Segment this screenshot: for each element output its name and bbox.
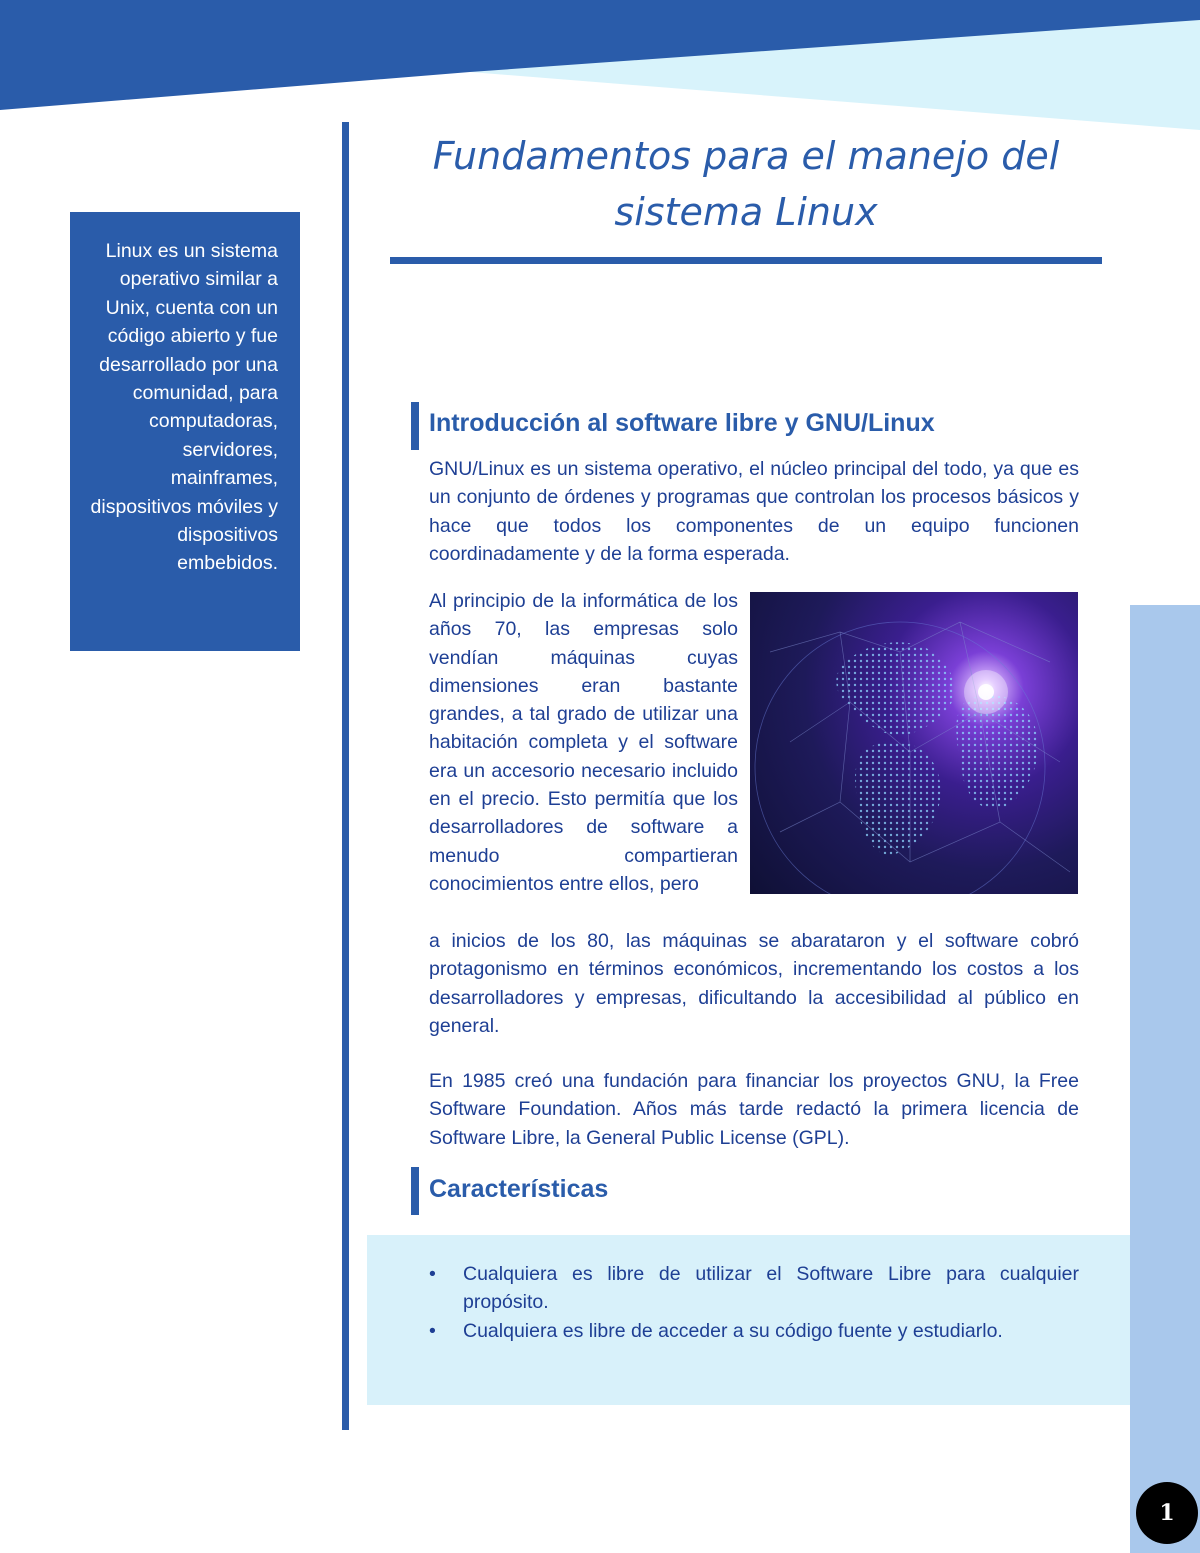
features-heading: Características bbox=[429, 1175, 609, 1203]
feature-text: Cualquiera es libre de acceder a su código fuente y estudiarlo. bbox=[463, 1319, 1003, 1342]
list-item bbox=[429, 1260, 1079, 1317]
bullet-icon: • bbox=[429, 1319, 436, 1342]
features-heading-bar bbox=[411, 1167, 419, 1215]
bullet-icon: • bbox=[429, 1263, 436, 1285]
sidebar-text: Linux es un sistema operativo similar a Unix, cuenta con un código abierto y fue desarrollado por una comunidad, para computadoras, servidores, mainframes, dispositivos móviles y dispositivos embebidos. bbox=[90, 240, 278, 575]
top-banner-decoration bbox=[0, 0, 1200, 140]
title-underline bbox=[390, 257, 1102, 264]
page-number-badge: 1 bbox=[1136, 1482, 1198, 1544]
list-item bbox=[429, 1317, 1079, 1345]
feature-text: Cualquiera es libre de utilizar el Software Libre para cualquier propósito. bbox=[463, 1263, 1079, 1314]
vertical-divider bbox=[342, 122, 349, 1430]
intro-paragraph-2-continued: a inicios de los 80, las máquinas se abarataron y el software cobró protagonismo en términos económicos, incrementando los costos a los desarrolladores y empresas, dificultando la accesibilidad al público en general. bbox=[429, 930, 1079, 1037]
intro-heading: Introducción al software libre y GNU/Linux bbox=[429, 409, 935, 437]
sidebar-callout bbox=[70, 212, 300, 651]
intro-paragraph-1: GNU/Linux es un sistema operativo, el núcleo principal del todo, ya que es un conjunto de órdenes y programas que controlan los procesos básicos y hace que todos los componentes de un equipo funcionen coordinadamente y de la forma esperada. bbox=[429, 458, 1079, 565]
title-line-1: Fundamentos para el manejo del bbox=[432, 134, 1060, 178]
right-decorative-strip bbox=[1130, 605, 1200, 1553]
globe-illustration bbox=[750, 592, 1078, 894]
intro-paragraph-2: Al principio de la informática de los años 70, las empresas solo vendían máquinas cuyas dimensiones eran bastante grandes, a tal grado de utilizar una habitación completa y el software era un accesorio necesario incluido en el precio. Esto permitía que los desarrolladores de software a menudo compartieran conocimientos entre ellos, pero bbox=[429, 590, 738, 895]
intro-paragraph-3: En 1985 creó una fundación para financiar los proyectos GNU, la Free Software Foundation. Años más tarde redactó la primera licencia de Software Libre, la General Public License (GPL). bbox=[429, 1070, 1079, 1149]
digital-globe-image bbox=[750, 592, 1078, 894]
title-line-2: sistema Linux bbox=[614, 190, 878, 234]
page-title bbox=[390, 128, 1102, 240]
intro-heading-bar bbox=[411, 402, 419, 450]
features-list bbox=[429, 1260, 1079, 1345]
